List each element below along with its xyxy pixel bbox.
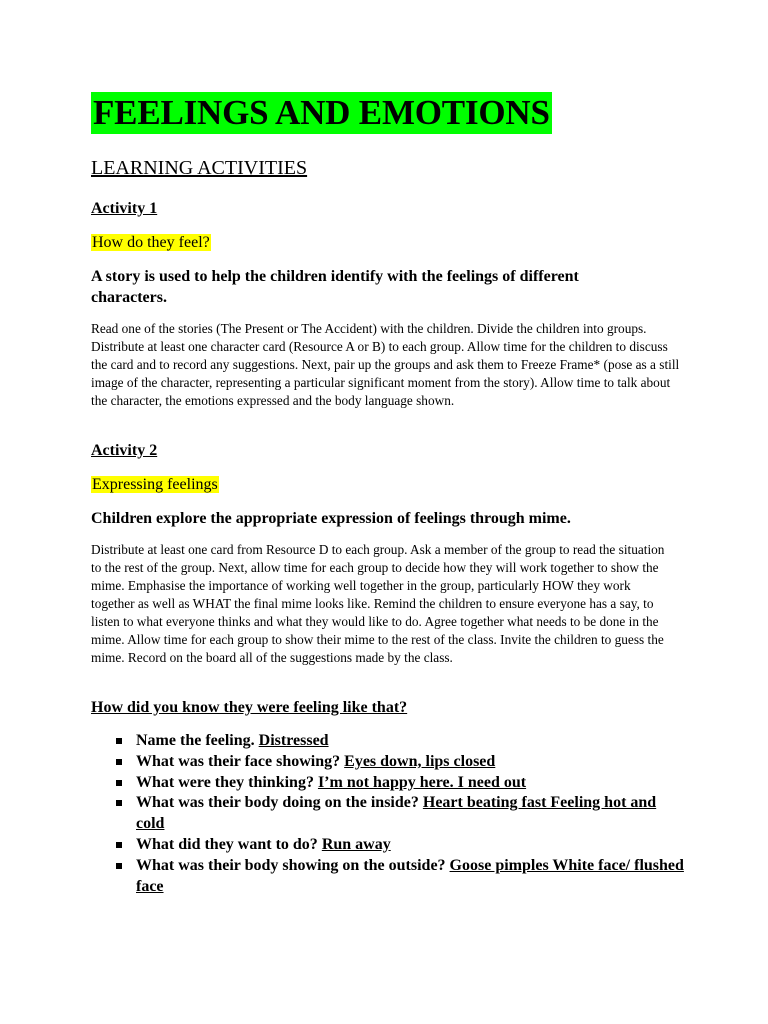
list-item-question: What was their body showing on the outside? bbox=[136, 856, 446, 874]
list-item-question: What were they thinking? bbox=[136, 773, 314, 791]
list-item-question: Name the feeling. bbox=[136, 732, 255, 749]
list-item-answer: Heart beating fast Feeling hot and cold bbox=[136, 794, 657, 833]
list-item-question: What was their face showing? bbox=[136, 752, 341, 770]
list-item-answer: Run away bbox=[321, 835, 391, 853]
document-title: FEELINGS AND EMOTIONS bbox=[93, 93, 550, 132]
square-bullet-icon bbox=[116, 759, 122, 765]
list-item-answer: Distressed bbox=[258, 732, 329, 749]
list-item-question: What did they want to do? bbox=[136, 835, 318, 853]
list-item bbox=[116, 731, 686, 752]
list-item bbox=[116, 752, 686, 773]
activity-1-heading: Activity 1 bbox=[91, 200, 158, 217]
activity-1-question: How do they feel? bbox=[92, 234, 210, 251]
activity-2-body: Distribute at least one card from Resource D to each group. Ask a member of the group to read the situation to the rest of the group. Next, allow time for each group to decide how they will work together to show the mime. Emphasise the importance of working well together in the group, particularly HOW they work together as well as WHAT the final mime looks like. Remind the children to ensure everyone has a say, to listen to what everyone thinks and what they would like to do. Agree together what needs to be done in the mime. Allow time for each group to show their mime to the rest of the class. Invite the children to guess the mime. Record on the board all of the suggestions made by the class. bbox=[91, 542, 665, 665]
list-item bbox=[116, 856, 686, 898]
how-did-you-know-heading: How did you know they were feeling like that? bbox=[91, 699, 408, 716]
activity-2-question: Expressing feelings bbox=[92, 476, 218, 493]
list-item bbox=[116, 773, 686, 794]
list-item bbox=[116, 835, 686, 856]
list-item-answer: Eyes down, lips closed bbox=[344, 752, 496, 770]
list-item bbox=[116, 793, 686, 835]
square-bullet-icon bbox=[116, 800, 122, 806]
list-item-answer: Goose pimples White face/ flushed face bbox=[136, 856, 684, 895]
square-bullet-icon bbox=[116, 863, 122, 869]
activity-1-intro: A story is used to help the children identify with the feelings of different characters. bbox=[91, 268, 579, 306]
list-item-question: What was their body doing on the inside? bbox=[136, 794, 419, 812]
activity-2-intro: Children explore the appropriate expression of feelings through mime. bbox=[91, 510, 571, 527]
square-bullet-icon bbox=[116, 842, 122, 848]
activity-1-body: Read one of the stories (The Present or The Accident) with the children. Divide the children into groups. Distribute at least one character card (Resource A or B) to each group. Allow time for the children to discuss the card and to record any suggestions. Next, pair up the groups and ask them to Freeze Frame* (pose as a still image of the character, representing a particular significant moment from the story). Allow time to talk about the character, the emotions expressed and the body language shown. bbox=[91, 321, 680, 408]
list-item-answer: I’m not happy here. I need out bbox=[317, 773, 527, 791]
square-bullet-icon bbox=[116, 780, 122, 786]
section-subtitle: LEARNING ACTIVITIES bbox=[91, 157, 308, 179]
square-bullet-icon bbox=[116, 738, 122, 744]
activity-1-question-wrap bbox=[91, 233, 211, 253]
activity-2-heading: Activity 2 bbox=[91, 442, 158, 459]
activity-2-question-wrap bbox=[91, 475, 219, 495]
feelings-question-list bbox=[116, 731, 686, 897]
